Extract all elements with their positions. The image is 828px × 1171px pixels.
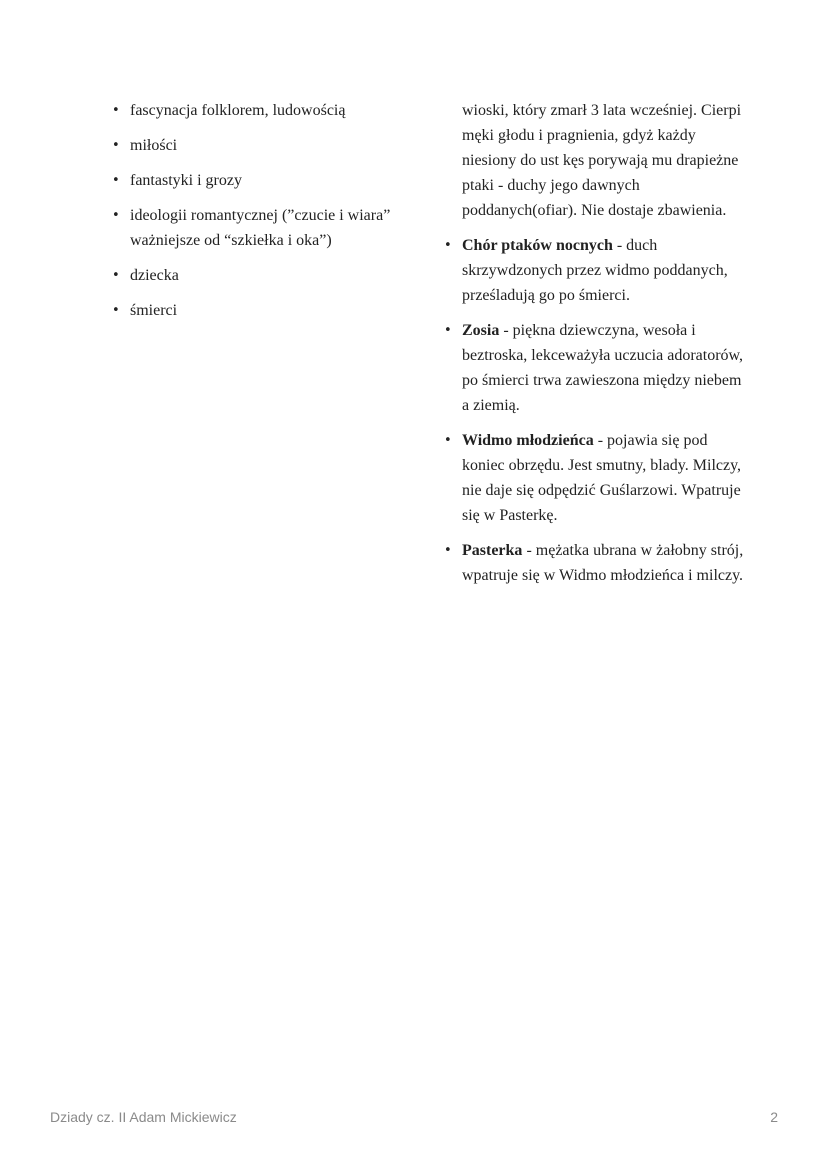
list-item-continuation bbox=[444, 98, 744, 223]
list-item-text: dziecka bbox=[130, 267, 179, 284]
continuation-text: wioski, który zmarł 3 lata wcześniej. Cierpi męki głodu i pragnienia, gdyż każdy niesiony do ust kęs porywają mu drapieżne ptaki - duchy jego dawnych poddanych(ofiar). Nie dostaje zbawienia. bbox=[462, 102, 742, 219]
bullet-icon: • bbox=[444, 433, 452, 448]
character-desc: - mężatka ubrana w żałobny strój, wpatruje się w Widmo młodzieńca i milczy. bbox=[462, 542, 744, 584]
list-item bbox=[444, 538, 744, 588]
list-item-text: fascynacja folklorem, ludowością bbox=[130, 102, 346, 119]
list-item-text: śmierci bbox=[130, 302, 178, 319]
list-item bbox=[444, 428, 744, 528]
list-item bbox=[112, 298, 412, 323]
bullet-icon: • bbox=[112, 303, 120, 318]
bullet-icon: • bbox=[112, 138, 120, 153]
list-item-text: ideologii romantycznej (”czucie i wiara” ważniejsze od “szkiełka i oka”) bbox=[130, 207, 391, 249]
page-number: 2 bbox=[770, 1109, 778, 1125]
list-item bbox=[112, 168, 412, 193]
footer-title: Dziady cz. II Adam Mickiewicz bbox=[50, 1109, 237, 1125]
list-item bbox=[112, 98, 412, 123]
right-column bbox=[444, 98, 744, 598]
list-item bbox=[112, 133, 412, 158]
list-item-text: miłości bbox=[130, 137, 178, 154]
bullet-icon: • bbox=[112, 103, 120, 118]
bullet-icon: • bbox=[112, 173, 120, 188]
list-item bbox=[444, 233, 744, 308]
characters-list bbox=[444, 98, 744, 588]
character-name: Zosia bbox=[462, 322, 500, 339]
bullet-icon: • bbox=[112, 268, 120, 283]
bullet-icon: • bbox=[112, 208, 120, 223]
character-name: Pasterka bbox=[462, 542, 523, 559]
list-item-text: fantastyki i grozy bbox=[130, 172, 242, 189]
character-desc: - duch skrzywdzonych przez widmo poddanych, prześladują go po śmierci. bbox=[462, 237, 728, 304]
themes-list bbox=[112, 98, 412, 323]
left-column bbox=[112, 98, 412, 333]
list-item bbox=[112, 203, 412, 253]
bullet-icon: • bbox=[444, 543, 452, 558]
bullet-icon: • bbox=[444, 238, 452, 253]
list-item bbox=[112, 263, 412, 288]
character-name: Chór ptaków nocnych bbox=[462, 237, 613, 254]
list-item bbox=[444, 318, 744, 418]
character-desc: - pojawia się pod koniec obrzędu. Jest smutny, blady. Milczy, nie daje się odpędzić Guślarzowi. Wpatruje się w Pasterkę. bbox=[462, 432, 742, 524]
character-name: Widmo młodzieńca bbox=[462, 432, 594, 449]
character-desc: - piękna dziewczyna, wesoła i beztroska, lekceważyła uczucia adoratorów, po śmierci trwa zawieszona między niebem a ziemią. bbox=[462, 322, 744, 414]
bullet-icon: • bbox=[444, 323, 452, 338]
